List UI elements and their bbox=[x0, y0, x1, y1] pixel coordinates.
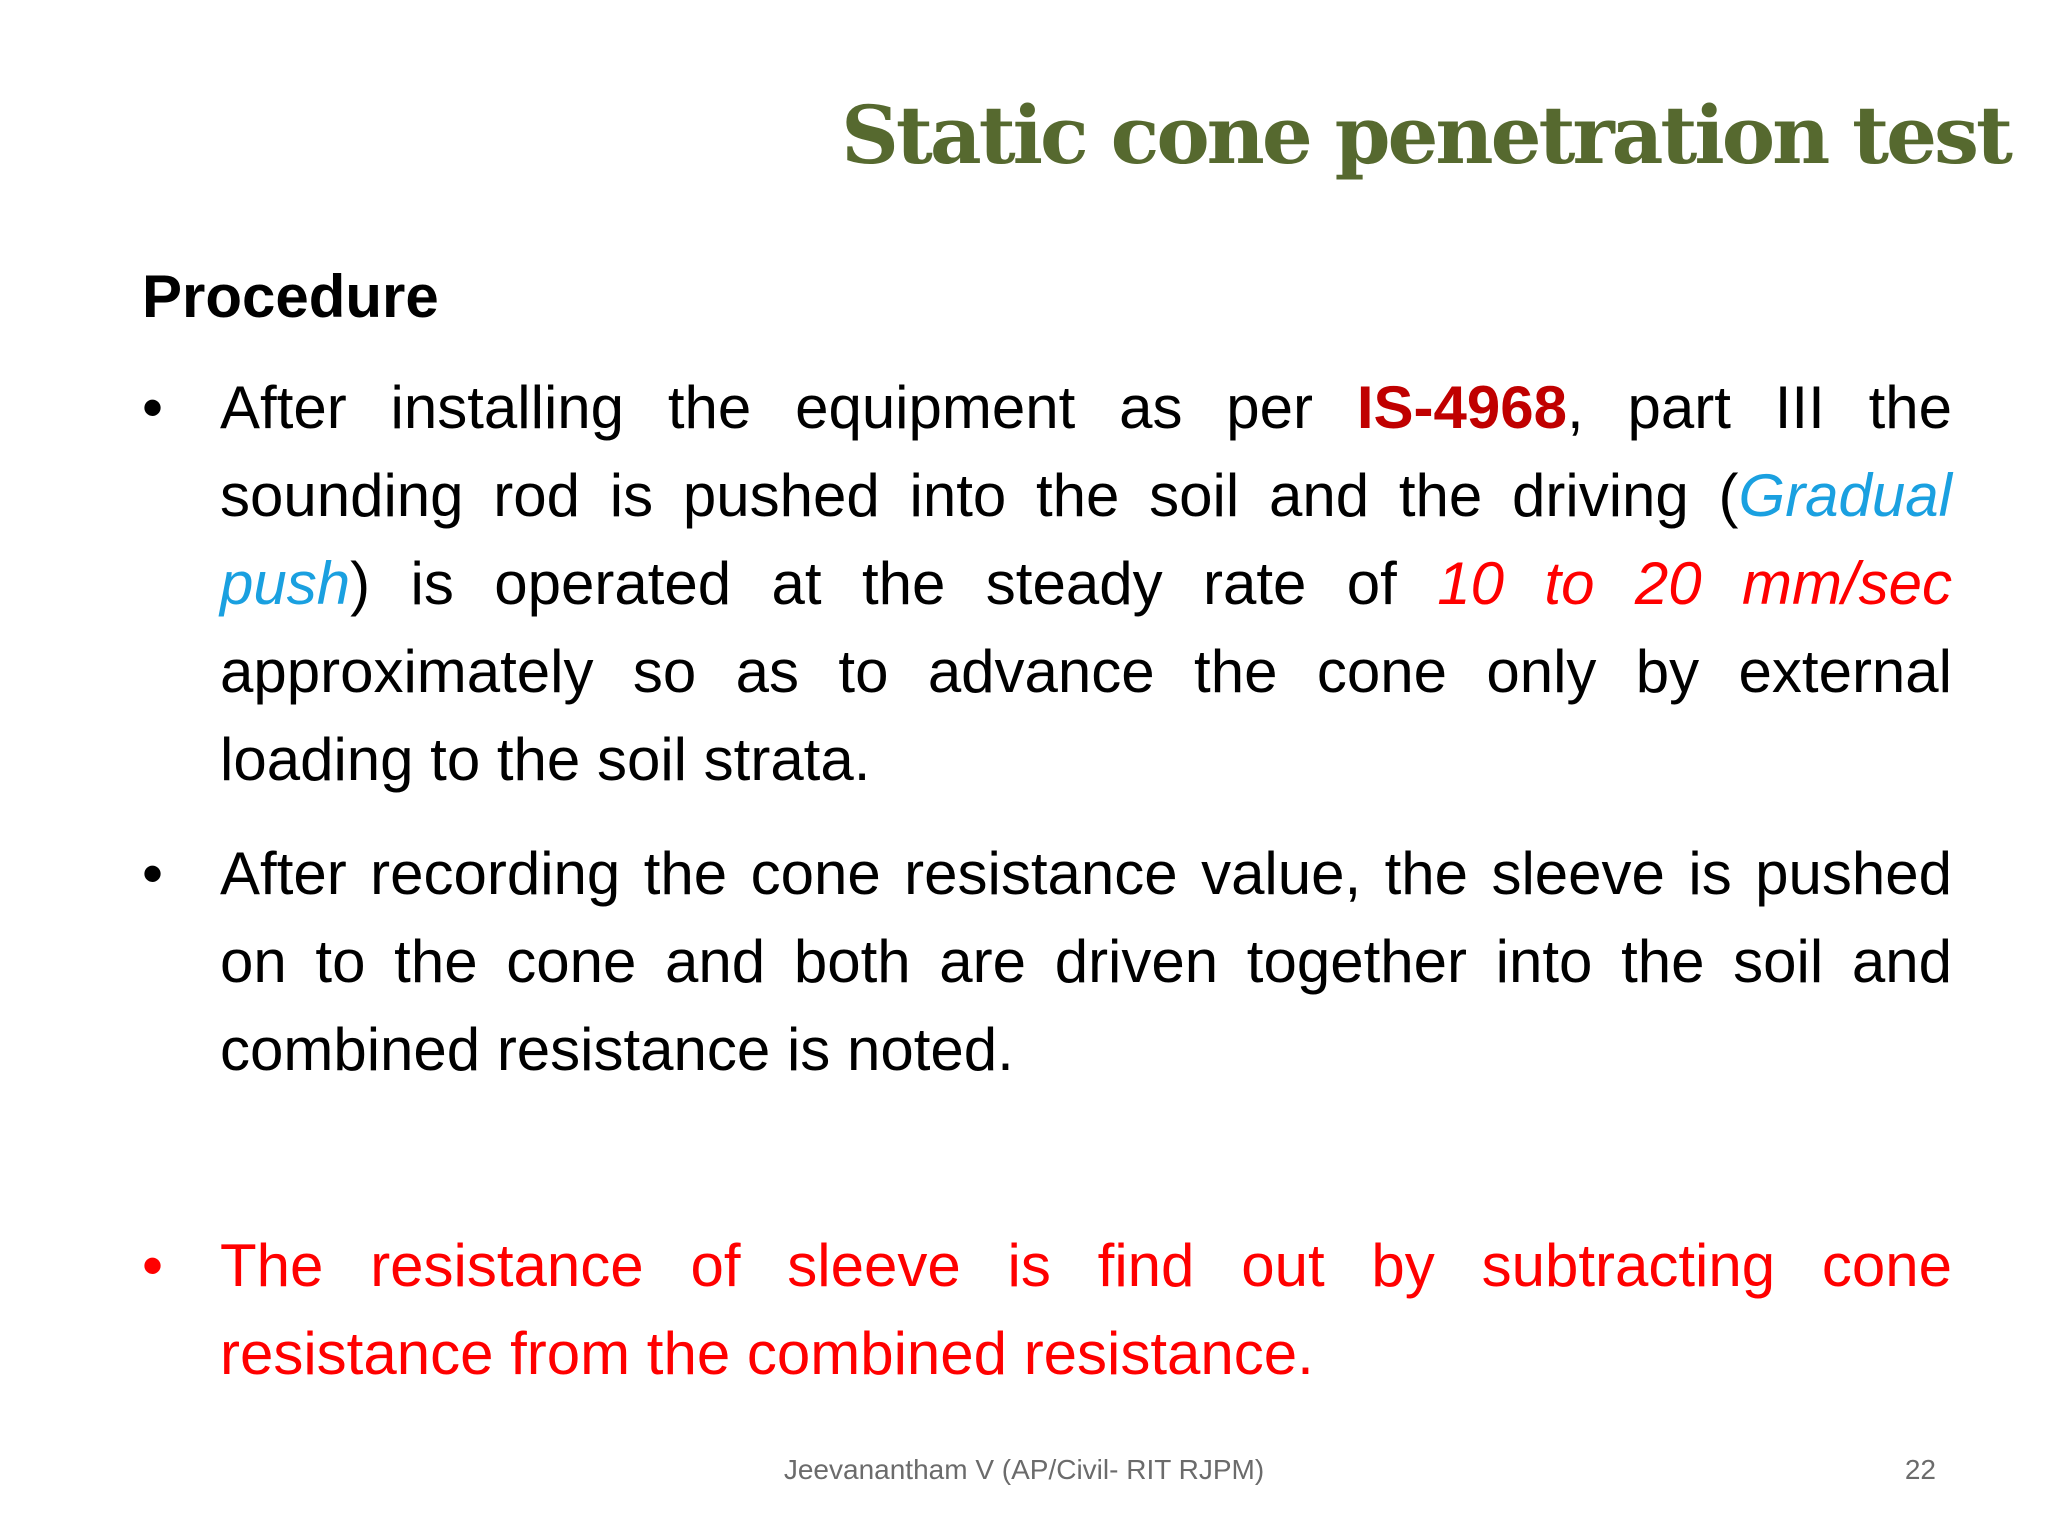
bullet-list bbox=[142, 364, 1952, 1398]
page-number: 22 bbox=[1904, 1454, 1936, 1485]
bullet-text: After recording the cone resistance value, the sleeve is pushed on to the cone and both are driven together into the soil and combined resistance is noted. bbox=[220, 840, 1952, 1083]
bullet-text: approximately so as to advance the cone only by external loading to the soil strata. bbox=[220, 638, 1952, 793]
bullet-item bbox=[142, 1222, 1952, 1398]
bullet-text: , part III the sounding rod is pushed into the soil and the driving ( bbox=[220, 374, 1952, 529]
bullet-item bbox=[142, 364, 1952, 804]
gradual-push-text: Gradual push bbox=[220, 462, 1952, 617]
bullet-text: After installing the equipment as per bbox=[220, 374, 1357, 441]
footer-author: Jeevanantham V (AP/Civil- RIT RJPM) bbox=[783, 1454, 1265, 1485]
bullet-text: The resistance of sleeve is find out by subtracting cone resistance from the combined resistance. bbox=[220, 1232, 1952, 1387]
rate-text: 10 to 20 mm/sec bbox=[1437, 550, 1953, 617]
bullet-text: ) is operated at the steady rate of bbox=[350, 550, 1438, 617]
slide-title: Static cone penetration test bbox=[841, 88, 2010, 182]
standard-code: IS-4968 bbox=[1356, 374, 1568, 441]
bullet-dot: • bbox=[142, 1232, 164, 1299]
bullet-dot: • bbox=[142, 374, 164, 441]
bullet-dot: • bbox=[142, 840, 164, 907]
section-heading: Procedure bbox=[142, 263, 439, 330]
bullet-item bbox=[142, 830, 1952, 1094]
